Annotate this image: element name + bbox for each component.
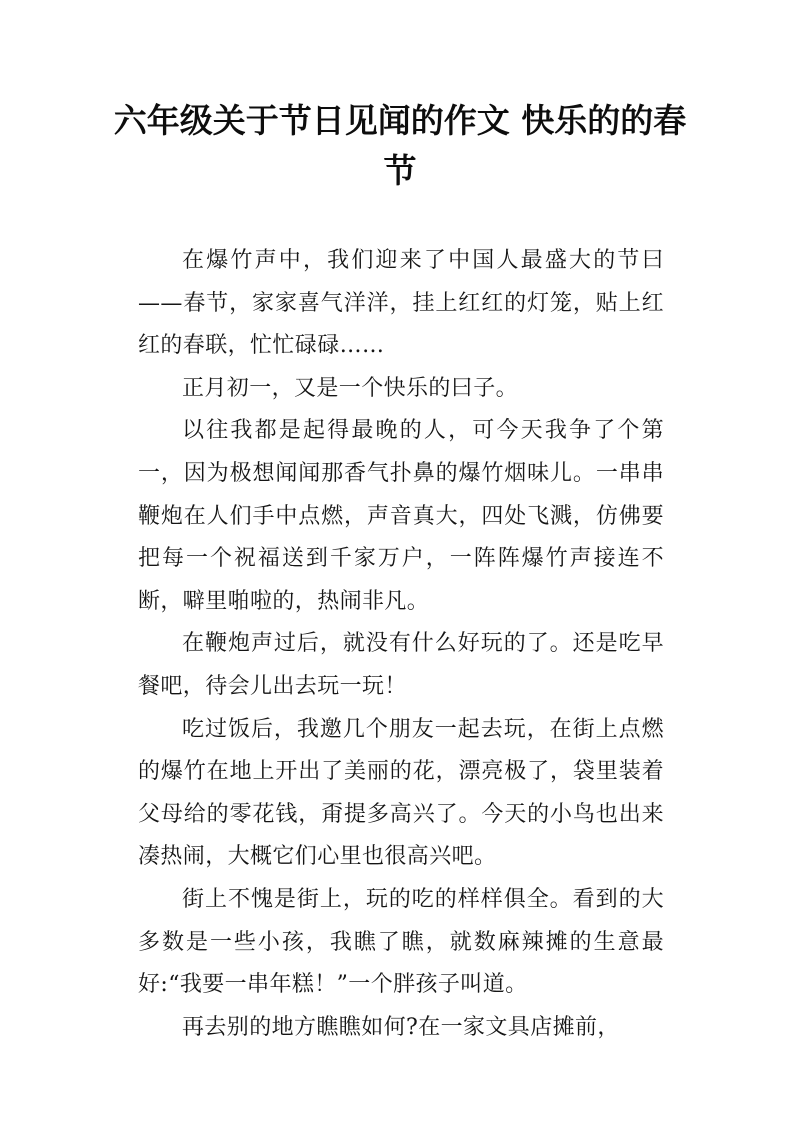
paragraph: 正月初一，又是一个快乐的曰子。 (182, 375, 519, 401)
paragraph: 在爆竹声中，我们迎来了中国人最盛大的节曰——春节，家家喜气洋洋，挂上红红的灯笼，贴上红红的春联，忙忙碌碌…… (138, 248, 664, 359)
document-body (138, 240, 664, 1049)
paragraph: 再去别的地方瞧瞧如何?在一家文具店摊前， (182, 1014, 620, 1040)
paragraph: 吃过饭后，我邀几个朋友一起去玩，在街上点燃的爆竹在地上开出了美丽的花，漂亮极了，袋里装着父母给的零花钱，甭提多高兴了。今天的小鸟也出来凑热闹，大概它们心里也很高兴吧。 (138, 716, 664, 870)
paragraph: 在鞭炮声过后，就没有什么好玩的了。还是吃早餐吧，待会儿出去玩一玩！ (138, 631, 664, 699)
paragraph: 街上不愧是街上，玩的吃的样样俱全。看到的大多数是一些小孩，我瞧了瞧，就数麻辣摊的生意最好:“我要一串年糕！”一个胖孩子叫道。 (138, 886, 664, 998)
document-title: 六年级关于节日见闻的作文 快乐的的春节 (113, 101, 687, 190)
paragraph: 以往我都是起得最晚的人，可今天我争了个第一，因为极想闻闻那香气扑鼻的爆竹烟味儿。一串串鞭炮在人们手中点燃，声音真大，四处飞溅，仿佛要把每一个祝福送到千家万户，一阵阵爆竹声接连不断，噼里啪啦的，热闹非凡。 (138, 418, 664, 614)
